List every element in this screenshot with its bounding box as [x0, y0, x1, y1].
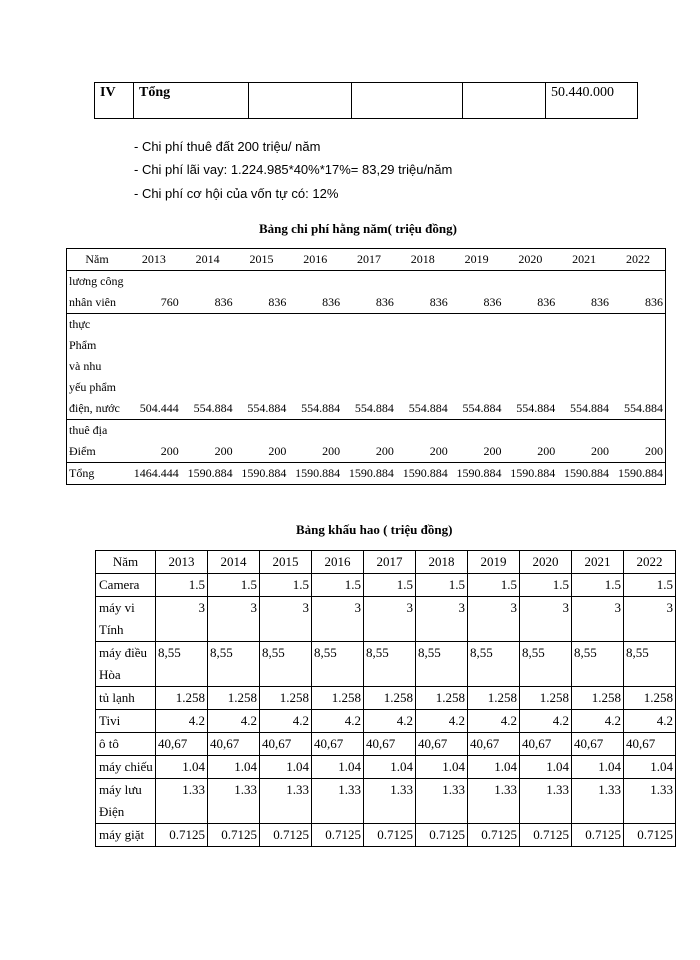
empty-cell	[463, 83, 546, 119]
value-cell: 40,67	[208, 733, 260, 756]
value-cell: 1.5	[156, 574, 208, 597]
row-label-line: Điện	[99, 804, 125, 819]
value-cell: 200	[557, 420, 611, 463]
row-label-cell	[96, 597, 156, 642]
value-cell: 200	[611, 420, 665, 463]
value-cell: 8,55	[624, 642, 676, 687]
value-cell: 1.5	[364, 574, 416, 597]
year-header-cell: 2013	[127, 249, 181, 271]
row-label-line: nhân viên	[69, 295, 116, 309]
value-cell: 504.444	[127, 314, 181, 420]
value-cell: 554.884	[288, 314, 342, 420]
empty-cell	[352, 83, 463, 119]
value-cell: 40,67	[260, 733, 312, 756]
table-row	[67, 314, 666, 420]
table-row	[96, 733, 676, 756]
row-label-line: Tivi	[99, 713, 121, 728]
value-cell: 1.04	[260, 756, 312, 779]
value-cell: 1.33	[312, 779, 364, 824]
value-cell: 1.5	[624, 574, 676, 597]
header-row	[96, 551, 676, 574]
value-cell: 1.258	[624, 687, 676, 710]
row-label-cell	[96, 642, 156, 687]
row-label-line: và nhu	[69, 359, 102, 373]
value-cell: 40,67	[416, 733, 468, 756]
value-cell: 4.2	[624, 710, 676, 733]
year-header-cell: 2020	[503, 249, 557, 271]
value-cell: 1.04	[520, 756, 572, 779]
value-cell: 1590.884	[288, 463, 342, 485]
year-header-cell: 2016	[312, 551, 364, 574]
value-cell: 836	[503, 271, 557, 314]
row-label-line: máy điều	[99, 645, 148, 660]
row-label-line: Tổng	[69, 466, 95, 480]
value-cell: 1.33	[520, 779, 572, 824]
value-cell: 1.5	[260, 574, 312, 597]
value-cell: 1.33	[208, 779, 260, 824]
value-cell: 1.04	[572, 756, 624, 779]
value-cell: 1.258	[364, 687, 416, 710]
table-row	[67, 420, 666, 463]
value-cell: 40,67	[520, 733, 572, 756]
value-cell: 8,55	[156, 642, 208, 687]
table-row	[95, 83, 638, 119]
value-cell: 40,67	[468, 733, 520, 756]
value-cell: 3	[364, 597, 416, 642]
note-opportunity-cost: - Chi phí cơ hội của vốn tự có: 12%	[134, 186, 339, 201]
value-cell: 3	[260, 597, 312, 642]
value-cell: 1.33	[260, 779, 312, 824]
row-label-cell	[96, 756, 156, 779]
row-label-line: Tính	[99, 622, 124, 637]
value-cell: 1464.444	[127, 463, 181, 485]
value-cell: 40,67	[624, 733, 676, 756]
value-cell: 1.258	[468, 687, 520, 710]
value-cell: 4.2	[364, 710, 416, 733]
value-cell: 836	[450, 271, 504, 314]
value-cell: 836	[611, 271, 665, 314]
value-cell: 3	[416, 597, 468, 642]
table-row	[96, 756, 676, 779]
value-cell: 200	[235, 420, 289, 463]
year-header-cell: 2018	[396, 249, 450, 271]
empty-cell	[249, 83, 352, 119]
row-label-cell	[96, 824, 156, 847]
row-label-line: tủ lạnh	[99, 690, 135, 705]
value-cell: 1590.884	[235, 463, 289, 485]
value-cell: 1590.884	[181, 463, 235, 485]
value-cell: 8,55	[416, 642, 468, 687]
value-cell: 3	[312, 597, 364, 642]
value-cell: 554.884	[181, 314, 235, 420]
value-cell: 836	[342, 271, 396, 314]
row-label-cell	[67, 463, 128, 485]
year-header-cell: 2020	[520, 551, 572, 574]
note-land-rent: - Chi phí thuê đất 200 triệu/ năm	[134, 139, 321, 154]
value-cell: 554.884	[557, 314, 611, 420]
value-cell: 3	[572, 597, 624, 642]
value-cell: 0.7125	[260, 824, 312, 847]
row-label-cell	[96, 779, 156, 824]
value-cell: 760	[127, 271, 181, 314]
row-label-cell	[96, 574, 156, 597]
year-header-cell: 2021	[557, 249, 611, 271]
value-cell: 836	[288, 271, 342, 314]
row-label-line: điện, nước	[69, 401, 120, 415]
value-cell: 0.7125	[520, 824, 572, 847]
value-cell: 4.2	[468, 710, 520, 733]
row-label-line: Hòa	[99, 667, 121, 682]
value-cell: 1.33	[572, 779, 624, 824]
value-cell: 40,67	[572, 733, 624, 756]
value-cell: 200	[450, 420, 504, 463]
value-cell: 1.5	[416, 574, 468, 597]
value-cell: 1590.884	[611, 463, 665, 485]
value-cell: 0.7125	[416, 824, 468, 847]
value-cell: 1.33	[156, 779, 208, 824]
value-cell: 4.2	[416, 710, 468, 733]
annual-cost-table	[66, 248, 666, 485]
value-cell: 554.884	[450, 314, 504, 420]
year-header-cell: 2017	[364, 551, 416, 574]
value-cell: 1.04	[624, 756, 676, 779]
value-cell: 1590.884	[557, 463, 611, 485]
value-cell: 0.7125	[624, 824, 676, 847]
value-cell: 3	[156, 597, 208, 642]
table-row	[67, 463, 666, 485]
value-cell: 8,55	[364, 642, 416, 687]
value-cell: 554.884	[611, 314, 665, 420]
value-cell: 554.884	[396, 314, 450, 420]
value-cell: 8,55	[260, 642, 312, 687]
row-label-cell	[96, 733, 156, 756]
value-cell: 40,67	[156, 733, 208, 756]
year-header-cell: 2015	[235, 249, 289, 271]
value-cell: 1.258	[520, 687, 572, 710]
table-row	[96, 642, 676, 687]
value-cell: 1.04	[416, 756, 468, 779]
row-label-line: Phẩm	[69, 338, 97, 352]
value-cell: 0.7125	[572, 824, 624, 847]
value-cell: 1.04	[208, 756, 260, 779]
row-label-cell	[96, 710, 156, 733]
note-loan-interest: - Chi phí lãi vay: 1.224.985*40%*17%= 83,29 triệu/năm	[134, 162, 453, 177]
table-row	[96, 597, 676, 642]
table-row	[96, 824, 676, 847]
value-cell: 1590.884	[503, 463, 557, 485]
row-label-line: máy lưu	[99, 782, 142, 797]
value-cell: 200	[288, 420, 342, 463]
value-cell: 1.5	[468, 574, 520, 597]
value-cell: 1.258	[156, 687, 208, 710]
value-cell: 3	[624, 597, 676, 642]
value-cell: 1590.884	[342, 463, 396, 485]
value-cell: 0.7125	[364, 824, 416, 847]
total-label-cell: Tổng	[134, 83, 249, 119]
table-row	[96, 779, 676, 824]
year-header-cell: 2015	[260, 551, 312, 574]
value-cell: 4.2	[260, 710, 312, 733]
table-row	[96, 710, 676, 733]
value-cell: 4.2	[156, 710, 208, 733]
value-cell: 1.33	[468, 779, 520, 824]
total-value-cell: 50.440.000	[546, 83, 638, 119]
row-label-cell	[67, 314, 128, 420]
value-cell: 1.258	[416, 687, 468, 710]
value-cell: 8,55	[572, 642, 624, 687]
value-cell: 0.7125	[208, 824, 260, 847]
value-cell: 1590.884	[396, 463, 450, 485]
value-cell: 1.5	[312, 574, 364, 597]
value-cell: 1.33	[364, 779, 416, 824]
value-cell: 8,55	[312, 642, 364, 687]
value-cell: 8,55	[208, 642, 260, 687]
row-label-line: lương công	[69, 274, 124, 288]
row-label-line: thực	[69, 317, 91, 331]
value-cell: 1.258	[208, 687, 260, 710]
row-label-line: ô tô	[99, 736, 119, 751]
value-cell: 200	[396, 420, 450, 463]
value-cell: 1.258	[260, 687, 312, 710]
year-header-cell: 2018	[416, 551, 468, 574]
depreciation-table-title: Bảng khấu hao ( triệu đồng)	[296, 522, 453, 537]
value-cell: 8,55	[468, 642, 520, 687]
value-cell: 1.33	[416, 779, 468, 824]
year-header-cell: 2017	[342, 249, 396, 271]
year-header-cell: 2019	[450, 249, 504, 271]
value-cell: 200	[181, 420, 235, 463]
value-cell: 0.7125	[468, 824, 520, 847]
value-cell: 40,67	[312, 733, 364, 756]
year-header-cell: 2022	[611, 249, 665, 271]
value-cell: 1.33	[624, 779, 676, 824]
row-label-cell	[67, 420, 128, 463]
year-header-cell: 2016	[288, 249, 342, 271]
row-label-cell	[67, 271, 128, 314]
year-header-cell: 2014	[208, 551, 260, 574]
value-cell: 200	[342, 420, 396, 463]
value-cell: 8,55	[520, 642, 572, 687]
value-cell: 3	[208, 597, 260, 642]
value-cell: 554.884	[503, 314, 557, 420]
year-header-cell: 2021	[572, 551, 624, 574]
table-row	[67, 271, 666, 314]
value-cell: 1.258	[312, 687, 364, 710]
year-header-cell: 2014	[181, 249, 235, 271]
value-cell: 3	[468, 597, 520, 642]
depreciation-table	[95, 550, 676, 847]
header-row	[67, 249, 666, 271]
value-cell: 836	[181, 271, 235, 314]
header-label-cell: Năm	[67, 249, 128, 271]
value-cell: 836	[235, 271, 289, 314]
row-label-line: Điểm	[69, 444, 96, 458]
row-label-line: máy chiếu	[99, 759, 153, 774]
row-label-line: Camera	[99, 577, 140, 592]
value-cell: 836	[396, 271, 450, 314]
value-cell: 1.258	[572, 687, 624, 710]
value-cell: 4.2	[208, 710, 260, 733]
value-cell: 4.2	[312, 710, 364, 733]
year-header-cell: 2022	[624, 551, 676, 574]
value-cell: 836	[557, 271, 611, 314]
table-row	[96, 687, 676, 710]
summary-table	[94, 82, 638, 119]
value-cell: 1590.884	[450, 463, 504, 485]
value-cell: 1.5	[572, 574, 624, 597]
row-label-line: thuê địa	[69, 423, 108, 437]
value-cell: 200	[503, 420, 557, 463]
value-cell: 3	[520, 597, 572, 642]
year-header-cell: 2013	[156, 551, 208, 574]
table-row	[96, 574, 676, 597]
row-label-cell	[96, 687, 156, 710]
value-cell: 4.2	[520, 710, 572, 733]
value-cell: 554.884	[342, 314, 396, 420]
value-cell: 1.5	[520, 574, 572, 597]
value-cell: 1.04	[312, 756, 364, 779]
value-cell: 4.2	[572, 710, 624, 733]
year-header-cell: 2019	[468, 551, 520, 574]
value-cell: 1.04	[156, 756, 208, 779]
row-label-line: máy vi	[99, 600, 135, 615]
value-cell: 200	[127, 420, 181, 463]
roman-numeral-cell: IV	[95, 83, 134, 119]
value-cell: 1.5	[208, 574, 260, 597]
value-cell: 554.884	[235, 314, 289, 420]
value-cell: 1.04	[468, 756, 520, 779]
header-label-cell: Năm	[96, 551, 156, 574]
row-label-line: máy giặt	[99, 827, 145, 842]
cost-table-title: Bảng chi phí hằng năm( triệu đồng)	[259, 221, 457, 236]
value-cell: 40,67	[364, 733, 416, 756]
row-label-line: yếu phẩm	[69, 380, 116, 394]
value-cell: 0.7125	[312, 824, 364, 847]
value-cell: 1.04	[364, 756, 416, 779]
value-cell: 0.7125	[156, 824, 208, 847]
